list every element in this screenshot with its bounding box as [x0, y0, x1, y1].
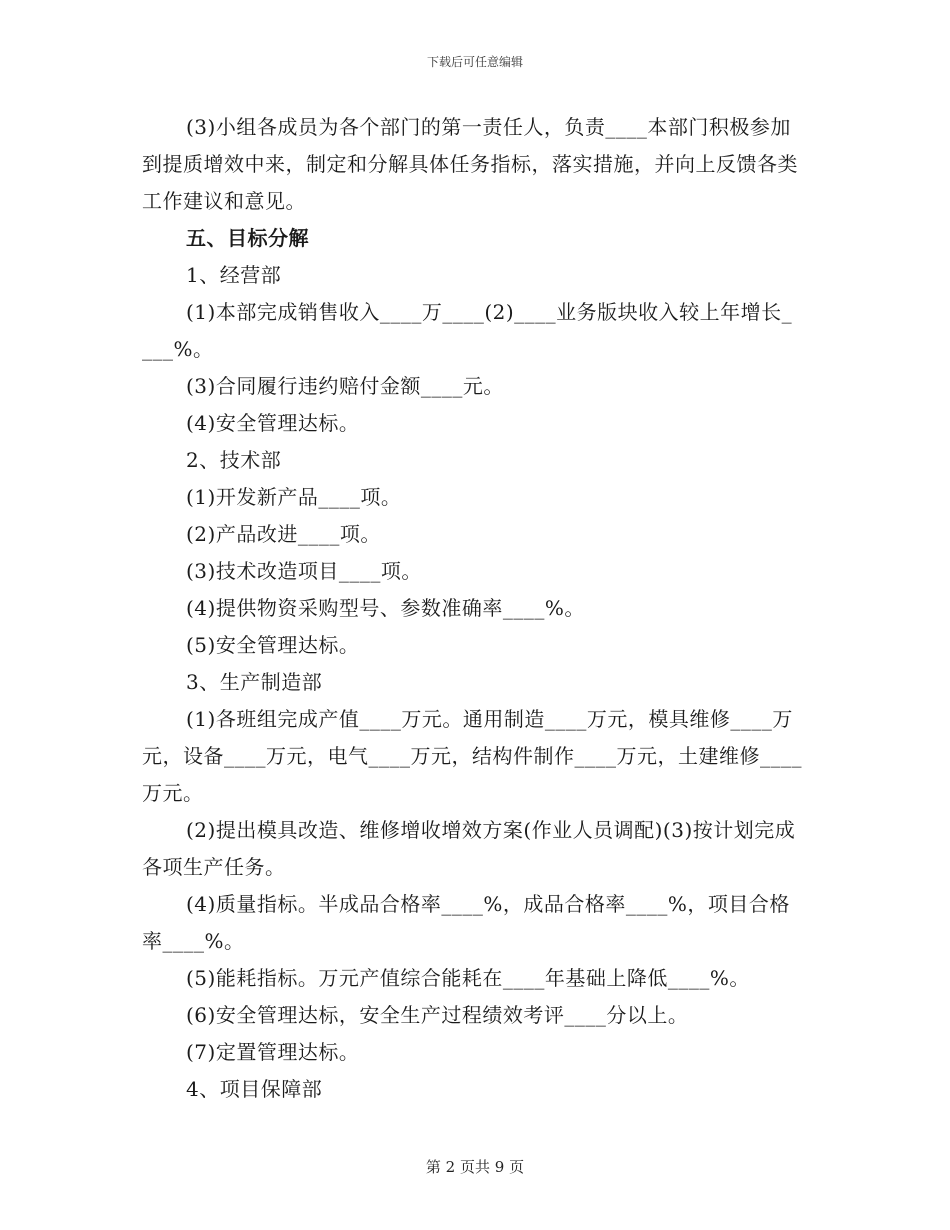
subheading-production-dept: 3、生产制造部	[186, 670, 323, 694]
subheading-business-dept: 1、经营部	[186, 263, 282, 287]
section-heading-goal-breakdown: 五、目标分解	[186, 226, 309, 250]
list-item: (7)定置管理达标。	[186, 1040, 360, 1064]
page-footer: 第 2 页共 9 页	[425, 1158, 525, 1176]
list-item: (3)技术改造项目____项。	[186, 559, 422, 583]
document-body	[142, 109, 802, 1108]
list-item: (5)能耗指标。万元产值综合能耗在____年基础上降低____%。	[186, 966, 750, 990]
list-item: (3)合同履行违约赔付金额____元。	[186, 374, 504, 398]
list-item: (4)提供物资采购型号、参数准确率____%。	[186, 596, 585, 620]
subheading-project-support-dept: 4、项目保障部	[186, 1077, 323, 1101]
list-item: (1)本部完成销售收入____万____(2)____业务版块收入较上年增长____%。	[142, 300, 793, 361]
list-item: (5)安全管理达标。	[186, 633, 360, 657]
subheading-tech-dept: 2、技术部	[186, 448, 282, 472]
list-item: (4)安全管理达标。	[186, 411, 360, 435]
list-item: (4)质量指标。半成品合格率____%，成品合格率____%，项目合格率____%。	[142, 892, 790, 953]
page-header: 下载后可任意编辑	[426, 55, 523, 69]
list-item: (1)各班组完成产值____万元。通用制造____万元，模具维修____万元，设备____万元，电气____万元，结构件制作____万元，土建维修____万元。	[142, 707, 802, 805]
list-item: (6)安全管理达标，安全生产过程绩效考评____分以上。	[186, 1003, 689, 1027]
list-item: (1)开发新产品____项。	[186, 485, 402, 509]
paragraph-responsibility: (3)小组各成员为各个部门的第一责任人，负责____本部门积极参加到提质增效中来，制定和分解具体任务指标，落实措施，并向上反馈各类工作建议和意见。	[142, 115, 798, 213]
list-item: (2)产品改进____项。	[186, 522, 381, 546]
list-item: (2)提出模具改造、维修增收增效方案(作业人员调配)(3)按计划完成各项生产任务。	[142, 818, 796, 879]
